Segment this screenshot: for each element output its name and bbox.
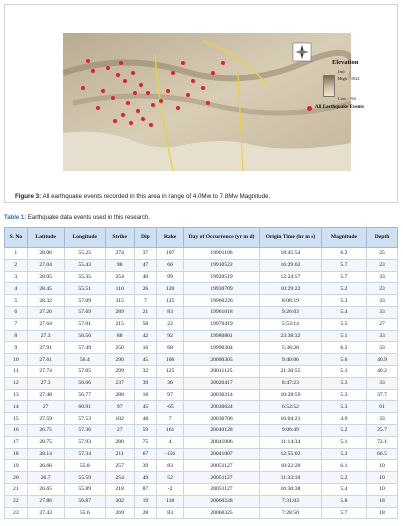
table-cell: 48 <box>134 413 157 425</box>
table-cell: 6 <box>5 306 28 318</box>
table-cell: 26.65 <box>27 483 64 495</box>
table-cell: 9:26:03 <box>260 306 322 318</box>
table-cell: 4.9 <box>321 413 366 425</box>
table-cell: 125 <box>157 365 184 377</box>
table-cell: 8 <box>5 330 28 342</box>
table-cell: 20040128 <box>183 424 259 436</box>
table-cell: 211 <box>105 448 134 460</box>
table-cell: 40.9 <box>367 354 398 366</box>
table-cell: 18 <box>367 507 398 519</box>
table-cell: 18 <box>5 448 28 460</box>
table-cell: 5.5 <box>321 318 366 330</box>
table-row <box>5 318 398 330</box>
table-row <box>5 460 398 472</box>
table-cell: 125 <box>157 295 184 307</box>
table-cell: 5.6 <box>321 354 366 366</box>
table-row <box>5 483 398 495</box>
table-cell: 28.05 <box>27 271 64 283</box>
table-cell: 4 <box>157 436 184 448</box>
table-cell: 118 <box>157 495 184 507</box>
table-cell: 28.14 <box>27 448 64 460</box>
table-cell: 20051127 <box>183 483 259 495</box>
table-cell: 23:38:32 <box>260 330 322 342</box>
table-cell: 57.09 <box>64 295 105 307</box>
table-row <box>5 448 398 460</box>
table-cell: 5 <box>5 295 28 307</box>
figure-caption <box>15 193 395 200</box>
table-row <box>5 472 398 484</box>
figure-caption-text: All earthquake events recorded in this area in range of 4.0Mw to 7.8Mw Magnitude. <box>41 193 271 200</box>
table-cell: 250 <box>105 342 134 354</box>
table-cell: 16:30:38 <box>260 483 322 495</box>
table-cell: 19910522 <box>183 259 259 271</box>
table-cell: 5.3 <box>321 295 366 307</box>
table-cell: 33 <box>367 295 398 307</box>
table-cell: 11:14:34 <box>260 436 322 448</box>
table-cell: 56.56 <box>64 330 105 342</box>
table-cell: 28.75 <box>27 436 64 448</box>
table-cell: 20060325 <box>183 507 259 519</box>
table-row <box>5 271 398 283</box>
table-cell: 218 <box>105 483 134 495</box>
table-cell: 16 <box>134 342 157 354</box>
table-cell: 42 <box>134 330 157 342</box>
table-cell: 6:52:52 <box>260 401 322 413</box>
table-row <box>5 413 398 425</box>
table-cell: 72.1 <box>367 436 398 448</box>
table-cell: -156 <box>157 448 184 460</box>
table-cell: 22 <box>5 495 28 507</box>
column-header: Longitude <box>64 228 105 248</box>
table-row <box>5 377 398 389</box>
table-cell: 56.77 <box>64 389 105 401</box>
table-cell: 40.2 <box>367 365 398 377</box>
table-cell: 27.86 <box>27 495 64 507</box>
table-row <box>5 507 398 519</box>
table-cell: 18:45:54 <box>260 248 322 260</box>
table-row <box>5 295 398 307</box>
table-cell: 61 <box>367 401 398 413</box>
table-cell: 10 <box>367 460 398 472</box>
table-cell: 68 <box>157 342 184 354</box>
table-cell: 6.2 <box>321 248 366 260</box>
table-row <box>5 283 398 295</box>
table-cell: 83 <box>157 460 184 472</box>
table-cell: 57.05 <box>64 365 105 377</box>
table-cell: 28 <box>134 507 157 519</box>
table-cell: 59 <box>134 424 157 436</box>
table-cell: 19920519 <box>183 271 259 283</box>
table-cell: 39 <box>134 377 157 389</box>
table-cell: 57.93 <box>64 436 105 448</box>
table-cell: 37 <box>134 248 157 260</box>
table-cell: 57.49 <box>64 342 105 354</box>
table-cell: 5.4 <box>321 306 366 318</box>
table-cell: 106 <box>157 354 184 366</box>
table-cell: 7 <box>157 413 184 425</box>
column-header: Dip <box>134 228 157 248</box>
table-cell: 27.64 <box>27 318 64 330</box>
table-cell: 5.3 <box>321 389 366 401</box>
legend-high: High : 3924 <box>338 76 360 81</box>
table-cell: 23 <box>5 507 28 519</box>
table-cell: 20000305 <box>183 354 259 366</box>
table-cell: 27.74 <box>27 365 64 377</box>
table-cell: 27 <box>367 318 398 330</box>
table-cell: 289 <box>105 306 134 318</box>
table-cell: 20 <box>5 472 28 484</box>
table-cell: 13 <box>5 389 28 401</box>
table-cell: 26.66 <box>27 460 64 472</box>
table-cell: 32 <box>134 365 157 377</box>
table-cell: 39 <box>134 460 157 472</box>
table-cell: 16:04:21 <box>260 413 322 425</box>
table-cell: 10 <box>367 472 398 484</box>
table-cell: 25 <box>367 248 398 260</box>
table-cell: 66 <box>157 259 184 271</box>
table-cell: 20030624 <box>183 401 259 413</box>
table-cell: 27.04 <box>27 259 64 271</box>
table-cell: 9:06:49 <box>260 424 322 436</box>
table-cell: 11 <box>5 365 28 377</box>
table-cell: 10:28:59 <box>260 389 322 401</box>
table-cell: 57.53 <box>64 413 105 425</box>
table-cell: 6.2 <box>321 342 366 354</box>
table-cell: 5.1 <box>321 330 366 342</box>
table-cell: 37.7 <box>367 389 398 401</box>
column-header: Magnitude <box>321 228 366 248</box>
table-cell: 88 <box>105 330 134 342</box>
table-cell: 45 <box>134 401 157 413</box>
table-cell: 7 <box>5 318 28 330</box>
table-cell: 269 <box>105 507 134 519</box>
table-cell: 99 <box>157 271 184 283</box>
table-cell: 3 <box>5 271 28 283</box>
table-cell: 1 <box>5 248 28 260</box>
table-cell: 55.25 <box>64 248 105 260</box>
table-cell: 67 <box>134 448 157 460</box>
table-cell: 5.3 <box>321 401 366 413</box>
table-row <box>5 354 398 366</box>
table-cell: 11:33:10 <box>260 472 322 484</box>
table-cell: 87 <box>134 483 157 495</box>
table-cell: 9:40:06 <box>260 354 322 366</box>
table-cell: 97 <box>105 401 134 413</box>
table-row <box>5 424 398 436</box>
table-cell: 55.59 <box>64 472 105 484</box>
table-cell: 18 <box>134 389 157 401</box>
table-cell: 290 <box>105 354 134 366</box>
table-cell: 302 <box>105 495 134 507</box>
table-cell: 14 <box>5 401 28 413</box>
table-cell: 26 <box>134 283 157 295</box>
table-cell: 254 <box>105 271 134 283</box>
table-cell: 20041007 <box>183 448 259 460</box>
table-cell: 16:29:02 <box>260 259 322 271</box>
table-cell: 27.59 <box>27 413 64 425</box>
table-cell: 33 <box>367 342 398 354</box>
table-cell: 23 <box>367 259 398 271</box>
table-cell: 288 <box>105 389 134 401</box>
table-cell: 27.43 <box>27 507 64 519</box>
table-cell: 10 <box>367 483 398 495</box>
column-header: Rake <box>157 228 184 248</box>
table-cell: 19970419 <box>183 318 259 330</box>
table-cell: 12:24:57 <box>260 271 322 283</box>
table-cell: 2 <box>5 259 28 271</box>
table-row <box>5 365 398 377</box>
table-cell: 5.4 <box>321 483 366 495</box>
column-header: S. No <box>5 228 28 248</box>
table-cell: 19960226 <box>183 295 259 307</box>
table-caption-text: Earthquake data events used in this research. <box>26 215 150 221</box>
table-cell: 27.91 <box>27 342 64 354</box>
table-cell: 5.7 <box>321 271 366 283</box>
table-cell: 20030214 <box>183 389 259 401</box>
column-header: Strike <box>105 228 134 248</box>
table-cell: 215 <box>105 318 134 330</box>
table-cell: 57.69 <box>64 306 105 318</box>
table-cell: 12 <box>5 377 28 389</box>
table-cell: 7 <box>134 295 157 307</box>
table-cell: 49 <box>134 472 157 484</box>
table-cell: 299 <box>105 365 134 377</box>
table-cell: 107 <box>157 248 184 260</box>
table-cell: 33 <box>367 330 398 342</box>
table-cell: 20020417 <box>183 377 259 389</box>
table-cell: 5:38:28 <box>260 342 322 354</box>
table-cell: 10:22:20 <box>260 460 322 472</box>
table-cell: 27.26 <box>27 306 64 318</box>
table-cell: 47 <box>134 259 157 271</box>
table-cell: 57.34 <box>64 448 105 460</box>
table-cell: 8:08:19 <box>260 295 322 307</box>
earthquake-table <box>4 227 398 519</box>
table-cell: 52 <box>157 472 184 484</box>
table-caption-label: Table 1: <box>4 215 27 221</box>
table-cell: 92 <box>157 330 184 342</box>
legend-unit: (m) <box>338 69 345 74</box>
table-cell: 20041006 <box>183 436 259 448</box>
table-cell: 10:29:22 <box>260 283 322 295</box>
table-cell: 5:53:14 <box>260 318 322 330</box>
table-cell: 56.87 <box>64 495 105 507</box>
column-header: Depth <box>367 228 398 248</box>
table-cell: 5.1 <box>321 365 366 377</box>
table-cell: 27.48 <box>27 389 64 401</box>
north-arrow-icon <box>293 43 311 61</box>
table-cell: 55.8 <box>64 460 105 472</box>
table-row <box>5 248 398 260</box>
table-cell: 57.01 <box>64 318 105 330</box>
table-cell: 5.2 <box>321 472 366 484</box>
table-cell: 19961018 <box>183 306 259 318</box>
table-cell: 75 <box>134 436 157 448</box>
table-cell: 5.8 <box>321 495 366 507</box>
table-cell: 257 <box>105 460 134 472</box>
table-cell: 55.51 <box>64 283 105 295</box>
table-cell: 5.7 <box>321 507 366 519</box>
table-cell: 5.3 <box>321 448 366 460</box>
table-cell: -2 <box>157 483 184 495</box>
figure-caption-label: Figure 3: <box>15 193 42 200</box>
table-cell: 9 <box>5 342 28 354</box>
table-cell: 55.89 <box>64 483 105 495</box>
table-cell: 55.43 <box>64 259 105 271</box>
table-cell: 40 <box>134 271 157 283</box>
table-cell: 26.7 <box>27 472 64 484</box>
table-row <box>5 342 398 354</box>
table-cell: 110 <box>105 283 134 295</box>
table-cell: 20060228 <box>183 495 259 507</box>
table-cell: 5.3 <box>321 377 366 389</box>
table-cell: 161 <box>157 424 184 436</box>
table-row <box>5 389 398 401</box>
table-cell: 120 <box>157 283 184 295</box>
table-cell: 7:28:50 <box>260 507 322 519</box>
table-row <box>5 436 398 448</box>
table-cell: 66.5 <box>367 448 398 460</box>
table-cell: 27.3 <box>27 330 64 342</box>
column-header: Latitude <box>27 228 64 248</box>
table-cell: 21 <box>134 306 157 318</box>
table-cell: 56.4 <box>64 354 105 366</box>
table-cell: 17 <box>5 436 28 448</box>
table-cell: 57.36 <box>64 424 105 436</box>
table-cell: 237 <box>105 377 134 389</box>
table-cell: 27.3 <box>27 377 64 389</box>
table-header-row <box>5 228 398 248</box>
column-header: Day of Occurrence (yr m d) <box>183 228 259 248</box>
table-cell: 56.66 <box>64 377 105 389</box>
table-cell: 27 <box>105 424 134 436</box>
table-cell: 45 <box>134 354 157 366</box>
table-cell: 5.2 <box>321 283 366 295</box>
table-cell: 23 <box>367 283 398 295</box>
table-cell: 26.75 <box>27 424 64 436</box>
column-header: Origin Time (hr m s) <box>260 228 322 248</box>
table-cell: 28.06 <box>27 248 64 260</box>
legend-title: Elevation <box>332 59 359 66</box>
figure-panel <box>4 4 398 203</box>
table-cell: -65 <box>157 401 184 413</box>
table-cell: 36 <box>157 377 184 389</box>
table-cell: 83 <box>157 507 184 519</box>
table-cell: 20051127 <box>183 460 259 472</box>
table-cell: 15 <box>5 413 28 425</box>
table-caption <box>4 215 150 221</box>
table-body <box>5 248 398 519</box>
table-cell: 8:47:23 <box>260 377 322 389</box>
table-cell: 33 <box>367 413 398 425</box>
table-cell: 6.1 <box>321 460 366 472</box>
table-cell: 28.32 <box>27 295 64 307</box>
table-cell: 102 <box>105 413 134 425</box>
table-cell: 19 <box>5 460 28 472</box>
table-cell: 20011125 <box>183 365 259 377</box>
table-cell: 4 <box>5 283 28 295</box>
table-cell: 33 <box>367 306 398 318</box>
table-row <box>5 401 398 413</box>
table-cell: 27 <box>27 401 64 413</box>
table-cell: 83 <box>157 306 184 318</box>
table-cell: 19990304 <box>183 342 259 354</box>
table-row <box>5 306 398 318</box>
table-cell: 19 <box>134 495 157 507</box>
table-cell: 7:31:03 <box>260 495 322 507</box>
table-cell: 21 <box>5 483 28 495</box>
table-cell: 97 <box>157 389 184 401</box>
table-cell: 98 <box>105 259 134 271</box>
table-cell: 55.35 <box>64 271 105 283</box>
table-cell: 5.1 <box>321 436 366 448</box>
table-cell: 5.2 <box>321 424 366 436</box>
table-cell: 5.7 <box>321 259 366 271</box>
table-cell: 16 <box>5 424 28 436</box>
elevation-color-bar <box>323 75 335 97</box>
table-cell: 20051127 <box>183 472 259 484</box>
table-cell: 55.6 <box>64 507 105 519</box>
table-row <box>5 330 398 342</box>
table-cell: 28.45 <box>27 283 64 295</box>
table-cell: 33 <box>367 271 398 283</box>
table-cell: 274 <box>105 248 134 260</box>
earthquake-legend-marker <box>307 106 312 111</box>
table-cell: 20030706 <box>183 413 259 425</box>
elevation-map <box>63 33 351 171</box>
table-cell: 19901106 <box>183 248 259 260</box>
table-cell: 18 <box>367 495 398 507</box>
table-cell: 58 <box>134 318 157 330</box>
table-cell: 19980801 <box>183 330 259 342</box>
table-row <box>5 495 398 507</box>
table-cell: 12:55:02 <box>260 448 322 460</box>
table-cell: 33 <box>367 377 398 389</box>
table-cell: 21:30:55 <box>260 365 322 377</box>
table-cell: 22 <box>157 318 184 330</box>
table-cell: 60.91 <box>64 401 105 413</box>
table-cell: 280 <box>105 436 134 448</box>
table-cell: 25.7 <box>367 424 398 436</box>
table-cell: 27.61 <box>27 354 64 366</box>
table-cell: 19930709 <box>183 283 259 295</box>
table-row <box>5 259 398 271</box>
table-cell: 10 <box>5 354 28 366</box>
table-cell: 254 <box>105 472 134 484</box>
table-cell: 315 <box>105 295 134 307</box>
earthquake-legend-label: All Earthquake Events <box>315 105 364 110</box>
legend-low: Low : -94 <box>338 96 356 101</box>
